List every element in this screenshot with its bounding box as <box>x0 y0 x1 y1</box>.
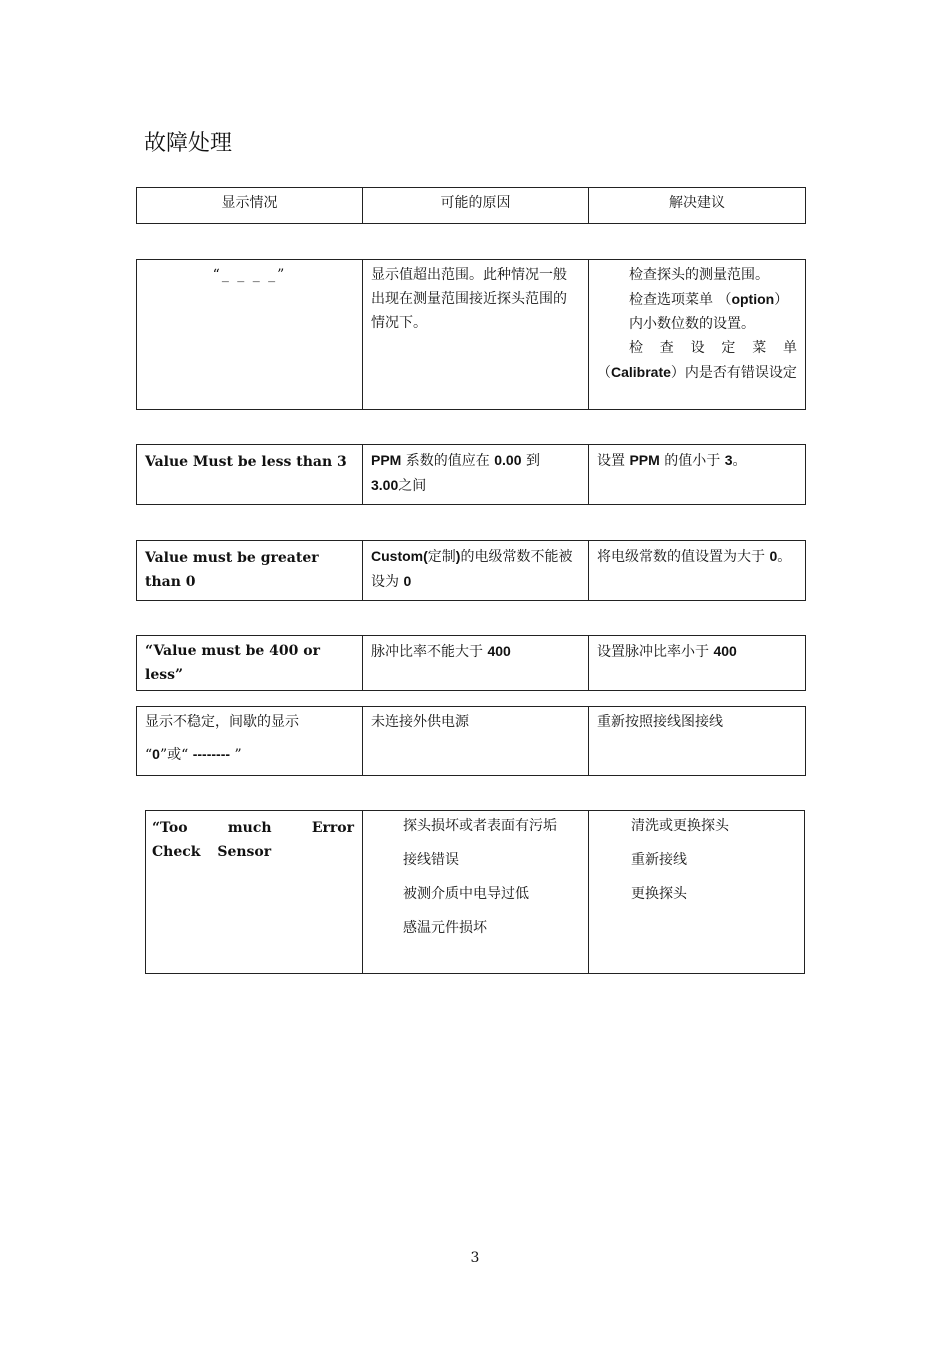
page-number: 3 <box>470 1250 480 1266</box>
fix-line: （Calibrate）内是否有错误设定 <box>597 364 797 381</box>
fix-item: 更换探头 <box>631 886 687 902</box>
cause-item: 探头损坏或者表面有污垢 <box>403 818 557 834</box>
fix-line: 检 查 设 定 菜 单 <box>629 340 797 356</box>
fix-line: 检查探头的测量范围。 <box>629 267 769 283</box>
display-cell: “Too much Error Check Sensor <box>146 811 363 974</box>
fix-cell: 将电级常数的值设置为大于 0。 <box>589 541 806 601</box>
fix-item: 重新接线 <box>631 852 687 868</box>
header-table <box>136 187 806 224</box>
cause-text: 显示值超出范围。此种情况一般出现在测量范围接近探头范围的情况下。 <box>371 267 567 331</box>
cause-item: 接线错误 <box>403 852 459 868</box>
cause-item: 被测介质中电导过低 <box>403 886 529 902</box>
fault-table-1 <box>136 259 806 410</box>
display-line: “0”或“ -------- ” <box>145 746 242 763</box>
fix-cell <box>589 260 806 410</box>
fault-table-5 <box>136 706 806 776</box>
display-line: 显示不稳定，间歇的显示 <box>145 714 299 730</box>
cause-cell: PPM 系数的值应在 0.00 到 3.00之间 <box>363 445 589 505</box>
fault-table-6 <box>145 810 805 974</box>
fault-table-2 <box>136 444 806 505</box>
fix-cell: 重新按照接线图接线 <box>589 707 806 776</box>
header-fix: 解决建议 <box>589 188 806 224</box>
display-cell <box>137 707 363 776</box>
fix-cell: 设置脉冲比率小于 400 <box>589 636 806 691</box>
fix-item: 清洗或更换探头 <box>631 818 729 834</box>
fault-table-4 <box>136 635 806 691</box>
display-cell: Value must be greater than 0 <box>137 541 363 601</box>
cause-item: 感温元件损坏 <box>403 920 487 936</box>
fix-cell: 设置 PPM 的值小于 3。 <box>589 445 806 505</box>
cause-cell: Custom(定制)的电级常数不能被设为 0 <box>363 541 589 601</box>
cause-cell <box>363 260 589 410</box>
header-display: 显示情况 <box>137 188 363 224</box>
page-title: 故障处理 <box>144 131 233 156</box>
display-text: “_ _ _ _” <box>212 267 287 283</box>
fault-table-3 <box>136 540 806 601</box>
header-cause: 可能的原因 <box>363 188 589 224</box>
display-cell <box>137 260 363 410</box>
cause-cell: 未连接外供电源 <box>363 707 589 776</box>
fix-line: 检查选项菜单 （option）内小数位数的设置。 <box>629 291 789 332</box>
display-cell: Value Must be less than 3 <box>137 445 363 505</box>
fix-cell <box>589 811 805 974</box>
display-cell: “Value must be 400 or less” <box>137 636 363 691</box>
cause-cell <box>363 811 589 974</box>
cause-cell: 脉冲比率不能大于 400 <box>363 636 589 691</box>
